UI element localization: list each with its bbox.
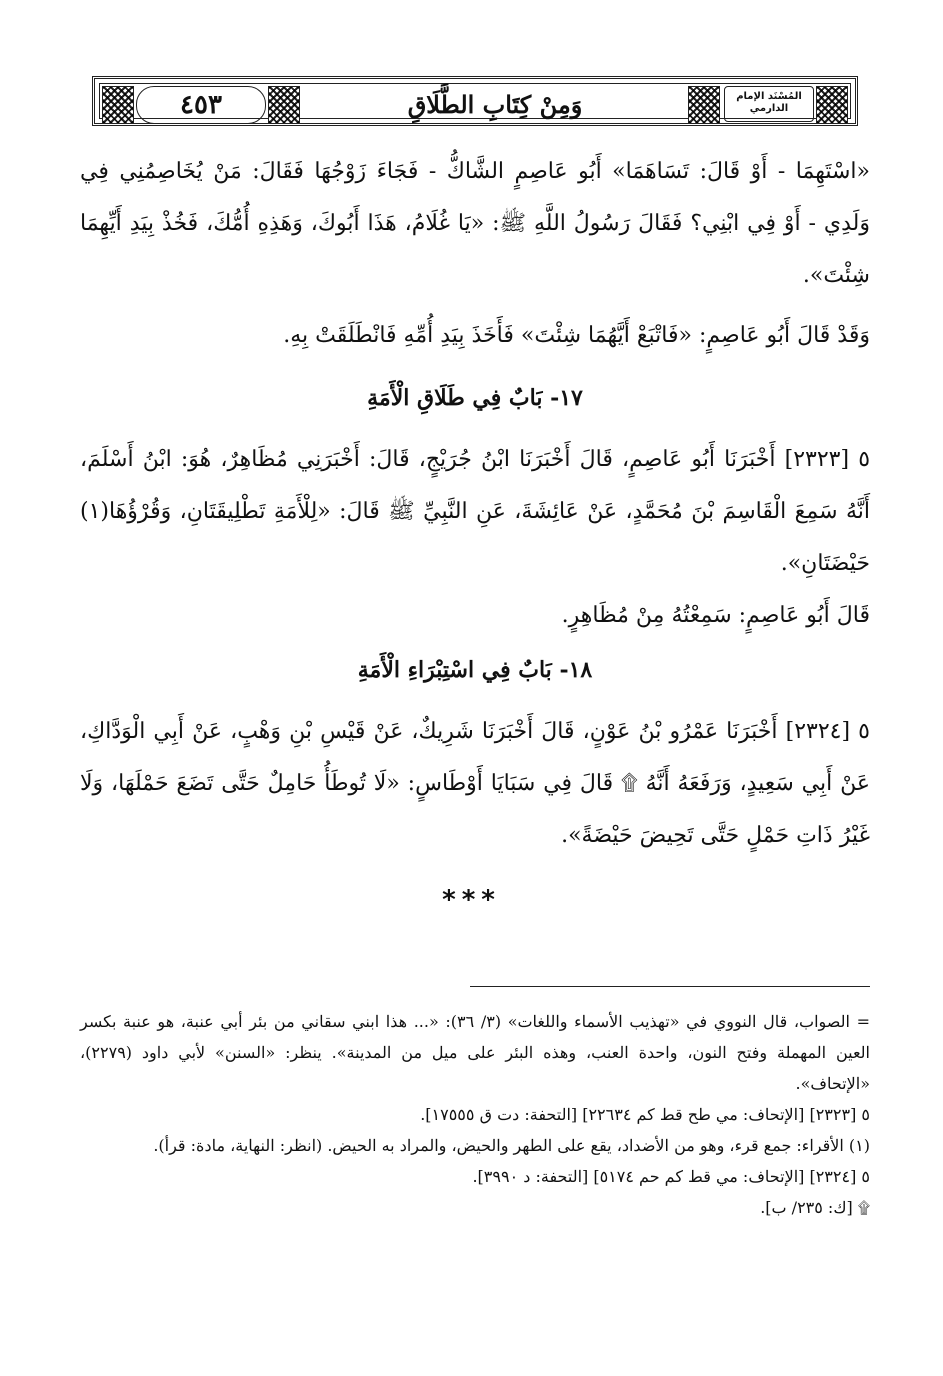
abu-asim-note: وَقَدْ قَالَ أَبُو عَاصِمٍ: «فَاتْبَعْ أَيَّهُمَا شِئْتَ» فَأَخَذَ بِيَدِ أُمِّهِ فَانْطَلَقَتْ بِهِ. <box>283 323 870 348</box>
header-frame <box>99 83 851 119</box>
footnotes <box>80 1006 870 1223</box>
chapter-heading-17: ١٧- بَابٌ فِي طَلَاقِ الْأَمَةِ <box>367 385 583 411</box>
running-title: وَمِنْ كِتَابِ الطَّلَاقِ <box>407 90 583 119</box>
footnote-manuscript-ref: ۩ [ك: ٢٣٥/ ب]. <box>760 1198 870 1217</box>
chapter-heading-18: ١٨- بَابٌ فِي اسْتِبْرَاءِ الْأَمَةِ <box>357 657 593 683</box>
publisher-seal-logo: المُسْنَد الإمام الدارمي <box>724 86 814 122</box>
footnote-2323: ٥ [٢٣٢٣] [الإتحاف: مي طح قط كم ٢٢٦٣٤] [التحفة: دت ق ١٧٥٥٥]. <box>420 1105 870 1124</box>
footnote-continuation: = الصواب، قال النووي في «تهذيب الأسماء واللغات» (٣/ ٣٦): «... هذا ابني سقاني من بئر أبي عنبة، هو عنبة بكسر العين المهملة وفتح النون، واحدة العنب، وهذه البئر على ميل من المدينة». ينظر: «السنن» لأبي داود (٢٢٧٩)، «الإتحاف». <box>80 1012 871 1093</box>
ornament-icon <box>268 86 300 124</box>
page-number: ٤٥٣ <box>136 86 266 124</box>
section-divider-stars: *** <box>442 885 501 915</box>
ornament-icon <box>102 86 134 124</box>
page-header <box>92 76 858 126</box>
ornament-icon <box>688 86 720 124</box>
footnote-2324: ٥ [٢٣٢٤] [الإتحاف: مي قط كم حم ٥١٧٤] [التحفة: د ٣٩٩٠]. <box>472 1167 870 1186</box>
hadith-continuation: «اسْتَهِمَا - أَوْ قَالَ: تَسَاهَمَا» أَبُو عَاصِمٍ الشَّاكُّ - فَجَاءَ زَوْجُهَا فَقَالَ: مَنْ يُخَاصِمُنِي فِي وَلَدِي - أَوْ فِي ابْنِي؟ فَقَالَ رَسُولُ اللَّهِ ﷺ: «يَا غُلَامُ، هَذَا أَبُوكَ، وَهَذِهِ أُمُّكَ، فَخُذْ بِيَدِ أَيِّهِمَا شِئْتَ». <box>80 159 870 288</box>
hadith-2324: ٥ [٢٣٢٤] أَخْبَرَنَا عَمْرُو بْنُ عَوْنٍ، قَالَ أَخْبَرَنَا شَرِيكٌ، عَنْ قَيْسِ بْنِ وَهْبٍ، عَنْ أَبِي الْوَدَّاكِ، عَنْ أَبِي سَعِيدٍ، وَرَفَعَهُ أَنَّهُ ۩ قَالَ فِي سَبَايَا أَوْطَاسٍ: «لَا تُوطَأُ حَامِلٌ حَتَّى تَضَعَ حَمْلَهَا، وَلَا غَيْرُ ذَاتِ حَمْلٍ حَتَّى تَحِيضَ حَيْضَةً». <box>80 719 870 848</box>
abu-asim-statement: قَالَ أَبُو عَاصِمٍ: سَمِعْتُهُ مِنْ مُظَاهِرٍ. <box>561 603 870 628</box>
hadith-2323: ٥ [٢٣٢٣] أَخْبَرَنَا أَبُو عَاصِمٍ، قَالَ أَخْبَرَنَا ابْنُ جُرَيْجٍ، قَالَ: أَخْبَرَنِي مُظَاهِرٌ، هُوَ: ابْنُ أَسْلَمَ، أَنَّهُ سَمِعَ الْقَاسِمَ بْنَ مُحَمَّدٍ، عَنْ عَائِشَةَ، عَنِ النَّبِيِّ ﷺ قَالَ: «لِلْأَمَةِ تَطْلِيقَتَانِ، وَقُرْؤُهَا(١) حَيْضَتَانِ». <box>80 447 871 576</box>
footnote-rule <box>470 986 870 987</box>
ornament-icon <box>816 86 848 124</box>
footnote-1: (١) الأقراء: جمع قرء، وهو من الأضداد، يقع على الطهر والحيض، والمراد به الحيض. (انظر: النهاية، مادة: قرأ). <box>153 1136 870 1155</box>
